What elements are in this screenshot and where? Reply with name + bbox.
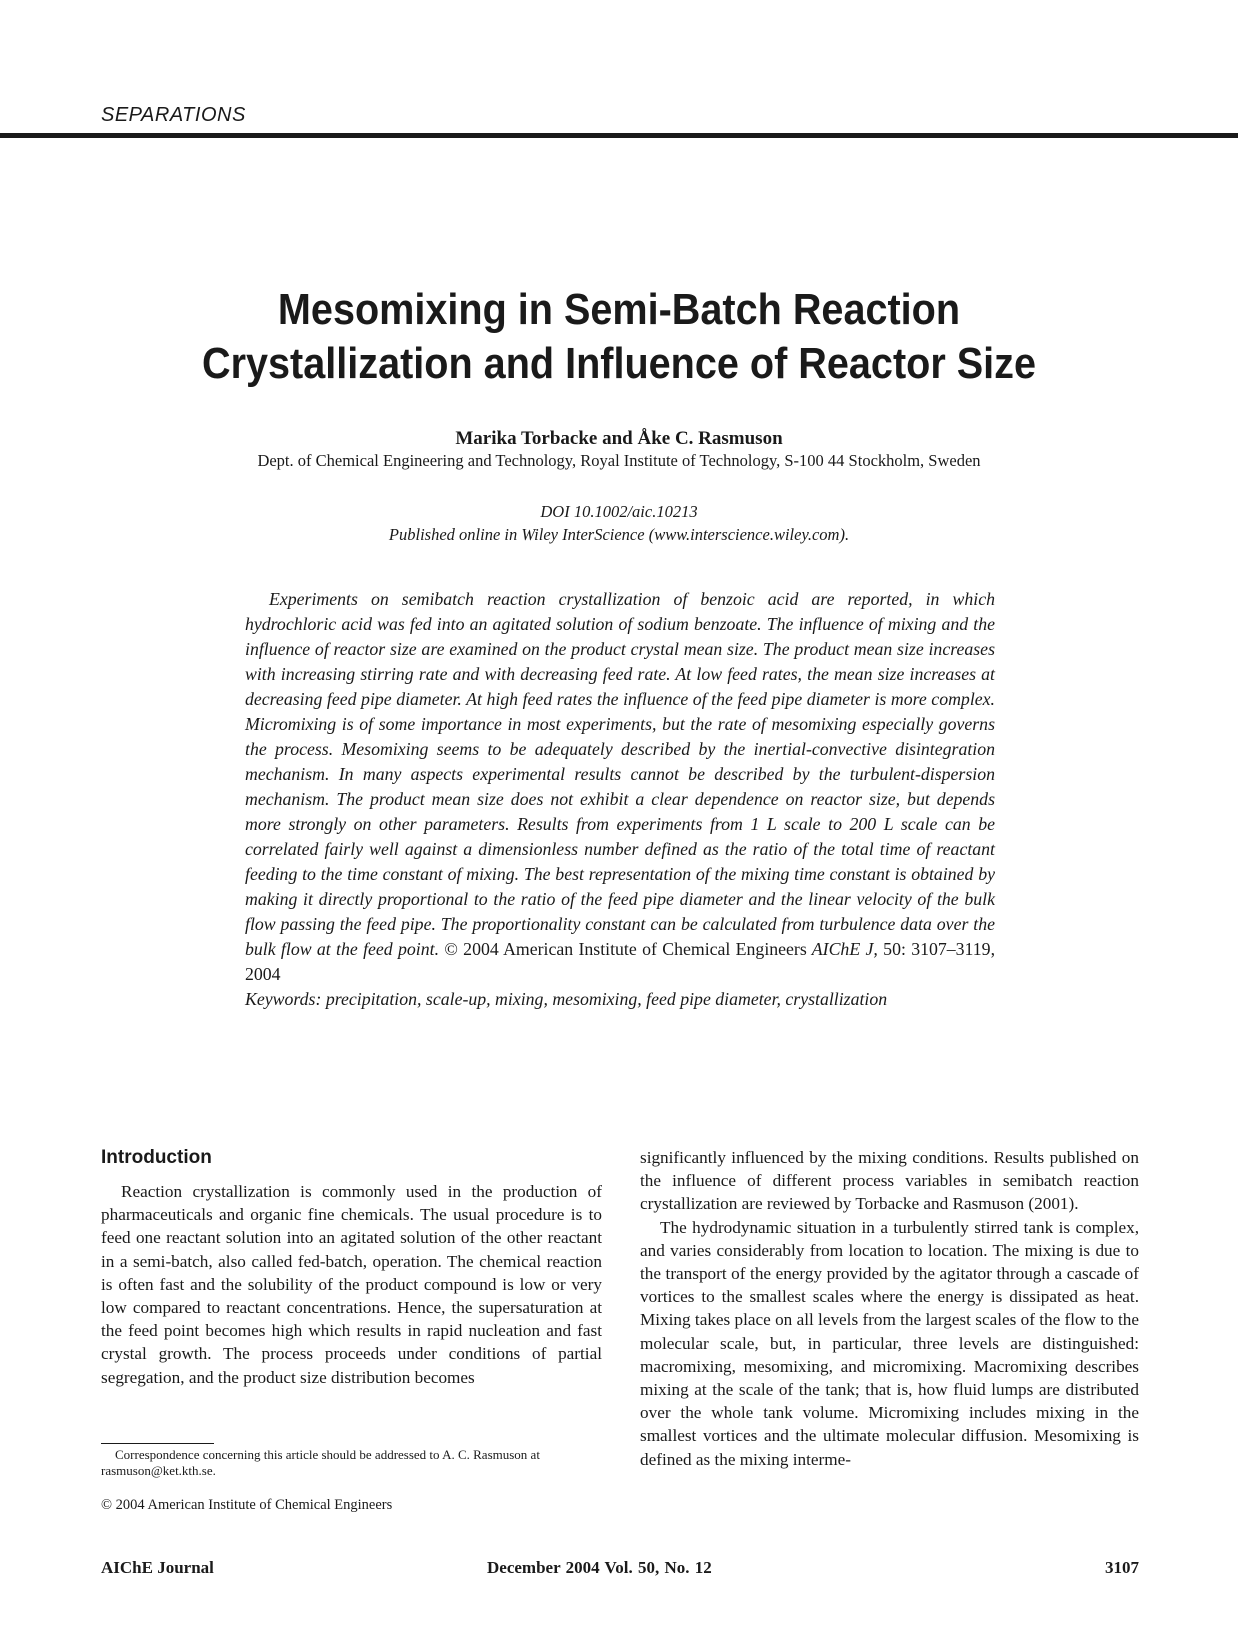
intro-paragraph-2: The hydrodynamic situation in a turbulently stirred tank is complex, and varies considerably from location to location. The mixing is due to the transport of the energy provided by the agitator through a cascade of vortices to the smallest scales where the energy is dissipated as heat. Mixing takes place on all levels from the largest scales of the flow to the molecular scale, but, in particular, three levels are distinguished: macromixing, mesomixing, and micromixing. Macromixing describes mixing at the scale of the tank; that is, how fluid lumps are distributed over the whole tank volume. Micromixing includes mixing in the smallest vortices and the ultimate molecular diffusion. Mesomixing is defined as the mixing interme- xyxy=(640,1217,1139,1469)
title-line-2: Crystallization and Influence of Reactor Size xyxy=(202,339,1036,388)
footer-issue: December 2004 Vol. 50, No. 12 xyxy=(487,1558,712,1577)
footer-journal: AIChE Journal xyxy=(101,1558,214,1577)
abstract-body: Experiments on semibatch reaction crystallization of benzoic acid are reported, in which hydrochloric acid was fed into an agitated solution of sodium benzoate. The influence of mixing and the influence of reactor size are examined on the product crystal mean size. The product mean size increases with increasing stirring rate and with decreasing feed rate. At low feed rates, the mean size increases at decreasing feed pipe diameter. At high feed rates the influence of the feed pipe diameter is more complex. Micromixing is of some importance in most experiments, but the rate of mesomixing especially governs the process. Mesomixing seems to be adequately described by the inertial-convective disintegration mechanism. In many aspects experimental results cannot be described by the turbulent-dispersion mechanism. The product mean size does not exhibit a clear dependence on reactor size, but depends more strongly on other parameters. Results from experiments from 1 L scale to 200 L scale can be correlated fairly well against a dimensionless number defined as the ratio of the total time of reactant feeding to the time constant of mixing. The best representation of the mixing time constant is obtained by making it directly proportional to the ratio of the feed pipe diameter and the linear velocity of the bulk flow passing the feed pipe. The proportionality constant can be calculated from turbulence data over the bulk flow at the feed point. xyxy=(245,589,995,959)
right-column xyxy=(640,1146,1139,1471)
correspondence-footnote: Correspondence concerning this article should be addressed to A. C. Rasmuson at rasmuson@ket.kth.se. xyxy=(101,1447,540,1478)
article-title xyxy=(116,283,1122,391)
authors: Marika Torbacke and Åke C. Rasmuson xyxy=(455,428,783,449)
abstract xyxy=(245,587,995,1012)
page-number: 3107 xyxy=(1105,1558,1139,1577)
intro-paragraph-1-cont: significantly influenced by the mixing conditions. Results published on the influence of different process variables in semibatch reaction crystallization are reviewed by Torbacke and Rasmuson (2001). xyxy=(640,1148,1139,1214)
affiliation: Dept. of Chemical Engineering and Technology, Royal Institute of Technology, S-100 44 Stockholm, Sweden xyxy=(257,451,981,470)
section-label: SEPARATIONS xyxy=(101,104,246,126)
left-column xyxy=(101,1180,602,1389)
introduction-heading: Introduction xyxy=(101,1147,212,1168)
abstract-copyright: © 2004 American Institute of Chemical Engineers xyxy=(444,939,807,959)
doi: DOI 10.1002/aic.10213 xyxy=(540,502,698,521)
abstract-journal: AIChE J, xyxy=(811,939,878,959)
abstract-text xyxy=(245,587,995,987)
header-rule xyxy=(0,133,1238,138)
footnote-rule xyxy=(101,1443,214,1444)
copyright-notice: © 2004 American Institute of Chemical Engineers xyxy=(101,1497,393,1513)
intro-paragraph-1: Reaction crystallization is commonly used in the production of pharmaceuticals and organic fine chemicals. The usual procedure is to feed one reactant solution into an agitated solution of the other reactant in a semi-batch, also called fed-batch, operation. The chemical reaction is often fast and the solubility of the product compound is low or very low compared to reactant concentrations. Hence, the supersaturation at the feed point becomes high which results in rapid nucleation and fast crystal growth. The process proceeds under conditions of partial segregation, and the product size distribution becomes xyxy=(101,1182,602,1387)
published-online: Published online in Wiley InterScience (www.interscience.wiley.com). xyxy=(388,525,850,544)
abstract-citation: 50: 3107–3119, 2004 xyxy=(245,939,996,984)
title-line-1: Mesomixing in Semi-Batch Reaction xyxy=(277,285,961,334)
keywords: Keywords: precipitation, scale-up, mixing, mesomixing, feed pipe diameter, crystallization xyxy=(245,989,888,1009)
